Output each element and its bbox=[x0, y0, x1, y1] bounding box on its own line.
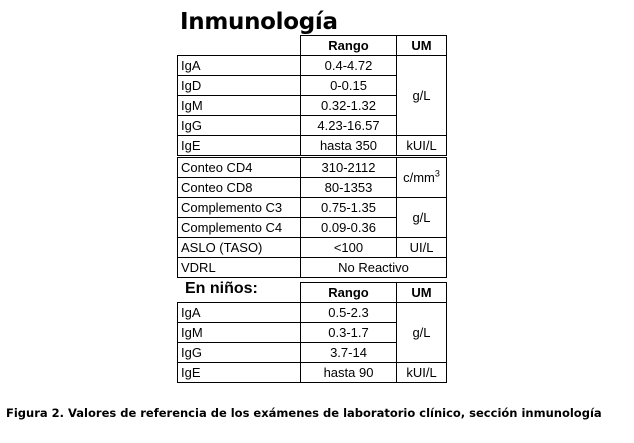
unit-cell: UI/L bbox=[397, 238, 447, 258]
unit-base: c/mm bbox=[403, 170, 435, 185]
test-range: <100 bbox=[301, 238, 397, 258]
table-row bbox=[178, 258, 447, 278]
table-row bbox=[178, 56, 447, 76]
unit-cell: g/L bbox=[397, 56, 447, 136]
test-name: IgM bbox=[178, 323, 301, 343]
figure-caption: Figura 2. Valores de referencia de los exámenes de laboratorio clínico, sección inmunología bbox=[6, 406, 602, 420]
test-name: Conteo CD4 bbox=[178, 158, 301, 178]
test-name: IgG bbox=[178, 116, 301, 136]
test-name: IgA bbox=[178, 56, 301, 76]
test-name: IgM bbox=[178, 96, 301, 116]
range-header: Rango bbox=[301, 36, 397, 56]
unit-cell bbox=[397, 158, 447, 198]
test-range: 80-1353 bbox=[301, 178, 397, 198]
test-range: hasta 90 bbox=[301, 363, 397, 383]
table-row bbox=[178, 363, 447, 383]
test-range: hasta 350 bbox=[301, 136, 397, 156]
header-blank-cell bbox=[178, 283, 301, 303]
unit-cell: g/L bbox=[397, 303, 447, 363]
immunoglobulin-table bbox=[177, 35, 447, 156]
test-name: VDRL bbox=[178, 258, 301, 278]
test-range: 0.4-4.72 bbox=[301, 56, 397, 76]
test-range: 0-0.15 bbox=[301, 76, 397, 96]
test-name: ASLO (TASO) bbox=[178, 238, 301, 258]
test-range: 310-2112 bbox=[301, 158, 397, 178]
test-name: IgD bbox=[178, 76, 301, 96]
test-range: 4.23-16.57 bbox=[301, 116, 397, 136]
table-row bbox=[178, 158, 447, 178]
test-range: 0.3-1.7 bbox=[301, 323, 397, 343]
table-row bbox=[178, 198, 447, 218]
children-immunoglobulin-table bbox=[177, 282, 447, 383]
test-range: 3.7-14 bbox=[301, 343, 397, 363]
test-name: IgA bbox=[178, 303, 301, 323]
table-header-row bbox=[178, 283, 447, 303]
range-header: Rango bbox=[301, 283, 397, 303]
unit-exponent: 3 bbox=[434, 168, 440, 179]
cellular-table bbox=[177, 157, 447, 278]
table-row bbox=[178, 303, 447, 323]
page-title: Inmunología bbox=[180, 9, 338, 35]
unit-cell: kUI/L bbox=[397, 363, 447, 383]
test-name: IgE bbox=[178, 136, 301, 156]
unit-cell: g/L bbox=[397, 198, 447, 238]
unit-cell: kUI/L bbox=[397, 136, 447, 156]
test-name: Conteo CD8 bbox=[178, 178, 301, 198]
test-name: Complemento C4 bbox=[178, 218, 301, 238]
test-range: No Reactivo bbox=[301, 258, 447, 278]
um-header: UM bbox=[397, 283, 447, 303]
test-range: 0.5-2.3 bbox=[301, 303, 397, 323]
children-subtitle: En niños: bbox=[185, 280, 258, 297]
test-name: IgG bbox=[178, 343, 301, 363]
test-name: IgE bbox=[178, 363, 301, 383]
test-range: 0.75-1.35 bbox=[301, 198, 397, 218]
test-name: Complemento C3 bbox=[178, 198, 301, 218]
table-row bbox=[178, 238, 447, 258]
header-blank-cell bbox=[178, 36, 301, 56]
test-range: 0.32-1.32 bbox=[301, 96, 397, 116]
test-range: 0.09-0.36 bbox=[301, 218, 397, 238]
table-header-row bbox=[178, 36, 447, 56]
table-row bbox=[178, 136, 447, 156]
um-header: UM bbox=[397, 36, 447, 56]
